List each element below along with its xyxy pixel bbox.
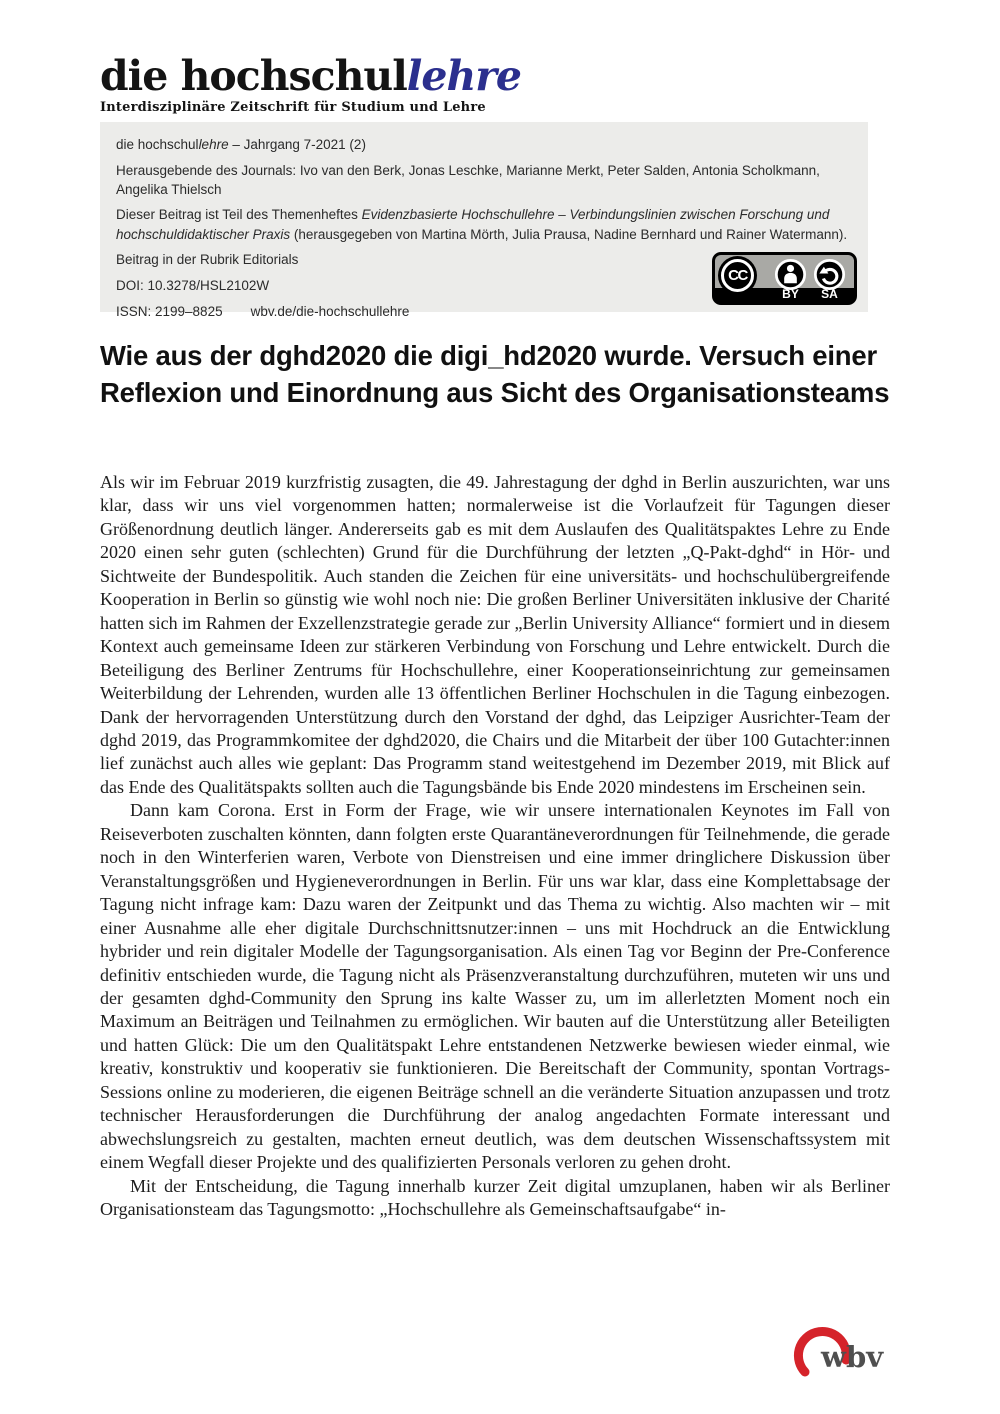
themed-issue-prefix: Dieser Beitrag ist Teil des Themenheftes <box>116 207 362 223</box>
journal-masthead <box>100 52 521 115</box>
journal-url-link[interactable]: wbv.de/die-hochschullehre <box>250 303 410 319</box>
themed-issue-title: Evidenzbasierte Hochschullehre – Verbindungslinien zwischen Forschung und hochschuldidaktischer Praxis <box>116 207 830 242</box>
journal-logo-text: die hochschul <box>100 52 407 100</box>
article-title <box>100 337 900 411</box>
themed-issue-suffix: (herausgegeben von Martina Mörth, Julia Prausa, Nadine Bernhard und Rainer Watermann). <box>290 226 848 242</box>
paragraph-3: Mit der Entscheidung, die Tagung innerhalb kurzer Zeit digital umzuplanen, haben wir als Berliner Organisationsteam das Tagungsmotto: „Hochschullehre als Gemeinschaftsaufgabe“ in- <box>100 1175 890 1220</box>
issue-line-prefix: die hochschul <box>116 137 199 152</box>
issue-line-italic: lehre <box>198 137 229 152</box>
editors-line: Herausgebende des Journals: Ivo van den Berk, Jonas Leschke, Marianne Merkt, Peter Salden, Antonia Scholkmann, Angelika Thielsch <box>116 162 820 197</box>
metadata-box <box>100 122 868 319</box>
wbv-logo-text: wbv <box>821 1340 884 1374</box>
journal-logo-accent: lehre <box>406 52 521 100</box>
article-body <box>100 471 890 1222</box>
themed-issue-line <box>116 205 852 243</box>
issue-line-suffix: – Jahrgang 7-2021 (2) <box>228 137 366 152</box>
article-title-line-2: Reflexion und Einordnung aus Sicht des Organisationsteams <box>100 377 890 408</box>
issn-label: ISSN: 2199–8825 <box>116 303 223 319</box>
rubric-line: Beitrag in der Rubrik Editorials <box>116 252 299 268</box>
wbv-publisher-logo <box>791 1318 884 1398</box>
article-title-line-1: Wie aus der dghd2020 die digi_hd2020 wurde. Versuch einer <box>100 340 877 371</box>
journal-logo <box>100 52 521 100</box>
doi-line: DOI: 10.3278/HSL2102W <box>116 277 270 293</box>
journal-tagline: Interdisziplinäre Zeitschrift für Studium und Lehre <box>100 100 486 115</box>
cc-logo-icon: CC <box>721 259 754 292</box>
cc-sa-label: SA <box>821 286 838 301</box>
issue-line <box>116 135 852 154</box>
paragraph-2: Dann kam Corona. Erst in Form der Frage, wie wir unsere internationalen Keynotes im Fall von Reiseverboten zuschalten könnten, dann folgten erste Quarantäneverordnungen für Teilnehmende, die gerade noch in den Winterferien waren, Verbote von Dienstreisen und eine immer dringlichere Diskussion über Veranstaltungsgrößen und Hygieneverordnungen in Berlin. Für uns war klar, dass eine Komplettabsage der Tagung nicht infrage kam: Dazu waren der Zeitpunkt und das Thema zu wichtig. Also machten wir – mit einer Ausnahme alle eher digitale Durchschnittsnutzer:innen – uns mit Hochdruck an die Entwicklung hybrider und rein digitaler Modelle der Tagungsorganisation. Als einen Tag vor Beginn der Pre-Conference definitiv entschieden wurde, die Tagung nicht als Präsenzveranstaltung durchzuführen, muteten wir uns und der gesamten dghd-Community den Sprung ins kalte Wasser zu, um im allerletzten Moment noch ein Maximum an Beiträgen und Teilnahmen zu ermöglichen. Wir bauten auf die Unterstützung aller Beteiligten und hatten Glück: Die um den Qualitätspakt Lehre entstandenen Netzwerke bewiesen wieder einmal, wie kreativ, konstruktiv und kooperativ sie funktionieren. Die Bereitschaft der Community, spontan Vortrags-Sessions online zu moderieren, die eigenen Beiträge schnell an die veränderte Situation anzupassen und trotz technischer Herausforderungen die Durchführung der analog angedachten Formate interessant und abwechslungsreich zu gestalten, machten erneut deutlich, was dem deutschen Wissenschaftssystem mit einem Wegfall dieser Projekte und des qualifizierten Personals verloren zu gehen droht. <box>100 800 890 1173</box>
cc-by-sa-license-badge[interactable] <box>712 252 857 305</box>
paragraph-1: Als wir im Februar 2019 kurzfristig zusagten, die 49. Jahrestagung der dghd in Berlin auszurichten, war uns klar, dass wir uns viel vorgenommen hatten; normalerweise ist die Vorlaufzeit für Tagungen dieser Größenordnung deutlich länger. Andererseits gab es mit dem Auslaufen des Qualitätspaktes Lehre zu Ende 2020 einen sehr guten (schlechten) Grund für die Durchführung der letzten „Q-Pakt-dghd“ in Hör- und Sichtweite der Bundespolitik. Auch standen die Zeichen für eine universitäts- und hochschulübergreifende Kooperation in Berlin so günstig wie wohl noch nie: Die großen Berliner Universitäten inklusive der Charité hatten sich im Rahmen der Exzellenzstrategie gerade zur „Berlin University Alliance“ formiert und in diesem Kontext auch gemeinsame Ideen zur stärkeren Verbindung von Forschung und Lehre entwickelt. Durch die Beteiligung des Berliner Zentrums für Hochschullehre, einer Kooperationseinrichtung zur gemeinsamen Weiterbildung der Lehrenden, wurden alle 13 öffentlichen Berliner Hochschulen in die Tagung einbezogen. Dank der hervorragenden Unterstützung durch den Vorstand der dghd, das Leipziger Ausrichter-Team der dghd 2019, das Programmkomitee der dghd2020, die Chairs und die Mitarbeit der über 100 Gutachter:innen lief zunächst auch alles wie geplant: Das Programm stand weitestgehend im Dezember 2019, mit Blick auf das Ende des Qualitätspakts sollten auch die Tagungsbände bis Ende 2020 mindestens im Erscheinen sein. <box>100 472 890 797</box>
cc-by-label: BY <box>782 286 799 301</box>
